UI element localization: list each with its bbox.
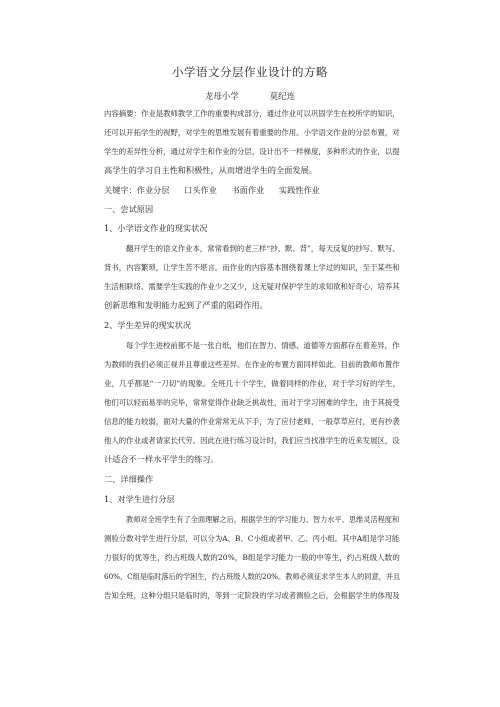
subsection-heading: 1、对学生进行分层: [104, 494, 175, 504]
keywords-line: [104, 185, 332, 196]
paragraph-line: 为教师的我们必须正视并且尊重这些差异。在作业的布置方面同样如此。目前的教师布置作: [104, 360, 400, 369]
keyword-item: 书面作业: [231, 185, 265, 195]
paragraph-line: 教师对全班学生有了全面理解之后，根据学生的学习能力、智力水平、思维灵活程度和: [126, 515, 400, 524]
document-title: 小学语文分层作业设计的方略: [172, 65, 328, 79]
paragraph-line: 力很好的优等生，约占班级人数的20%，B组是学习能力一般的中等生，约占班级人数的: [104, 553, 400, 562]
author-line: [0, 90, 500, 102]
paragraph-line: 信息的能力较弱，面对大量的作业常常无从下手，为了应付老师，一般草草应付，更有抄袭: [104, 417, 400, 426]
section-heading: 一、尝试原因: [104, 204, 154, 214]
paragraph-line: 计适合不一样水平学生的练习。: [104, 454, 219, 464]
abstract-line: 高学生的学习自主性和积极性，从而增进学生的全面发展。: [104, 165, 317, 175]
abstract-line: 内容摘要：作业是教师教学工作的重要构成部分，通过作业可以巩固学生在校所学的知识，: [104, 109, 400, 118]
author-school: 龙母小学: [204, 92, 239, 102]
paragraph-line: 背书，内容繁琐，让学生苦不堪言。而作业的内容基本围绕着课上学过的知识，至于某些和: [104, 263, 400, 272]
paragraph-line: 测验分数对学生进行分层，可以分为A、B、C小组或者甲、乙、丙小组。其中A组是学习能: [104, 534, 400, 543]
paragraph-line: 他们可以轻而易举的完毕，常常觉得作业缺乏挑战性，而对于学习困难的学生，由于其接受: [104, 398, 400, 407]
section-heading: 二、详细操作: [104, 474, 154, 484]
author-name: 莫纪连: [269, 92, 296, 102]
paragraph-line: 他人的作业或者请家长代劳。因此在进行练习设计时，我们应当找准学生的近来发展区，设: [104, 436, 400, 445]
paragraph-line: 翻开学生的语文作业本，常常看到的老三样“抄、默、背”，每天反复的抄写、默写、: [126, 244, 400, 253]
subsection-heading: 2、学生差异的现实状况: [104, 320, 192, 330]
keyword-item: 口头作业: [184, 185, 217, 195]
keywords-label: 关键字：作业分层: [104, 185, 170, 195]
abstract-line: 学生的差异性分析，通过对学生和作业的分层，设计出不一样梯度，多种形式的作业，以提: [104, 147, 400, 156]
paragraph-line: 生活相联络、需要学生实践的作业少之又少，这无疑对保护学生的求知欲和好奇心，培养其: [104, 282, 400, 291]
paragraph-line: 告知全班，这种分组只是临时的，等到一定阶段的学习或者测验之后，会根据学生的体现及: [104, 591, 400, 600]
paragraph-line: 创新思维和发明能力起到了严重的阻碍作用。: [104, 300, 268, 310]
subsection-heading: 1、小学语文作业的现实状况: [104, 223, 208, 233]
abstract-line: 还可以开拓学生的视野，对学生的思维发展有着重要的作用。小学语文作业的分层布置，对: [104, 128, 400, 137]
keyword-item: 实践性作业: [278, 185, 320, 195]
paragraph-line: 60%，C组是临时落后的学困生，约占班级人数的20%。教师必须征求学生本人的同意，并且: [104, 572, 401, 581]
paragraph-line: 每个学生进校前都不是一张白纸，他们在智力、情感、道德等方面都存在着差异，作: [126, 341, 400, 350]
paragraph-line: 业，几乎都是“一刀切”的现象。全班几十个学生，做着同样的作业，对于学习好的学生，: [104, 379, 401, 388]
